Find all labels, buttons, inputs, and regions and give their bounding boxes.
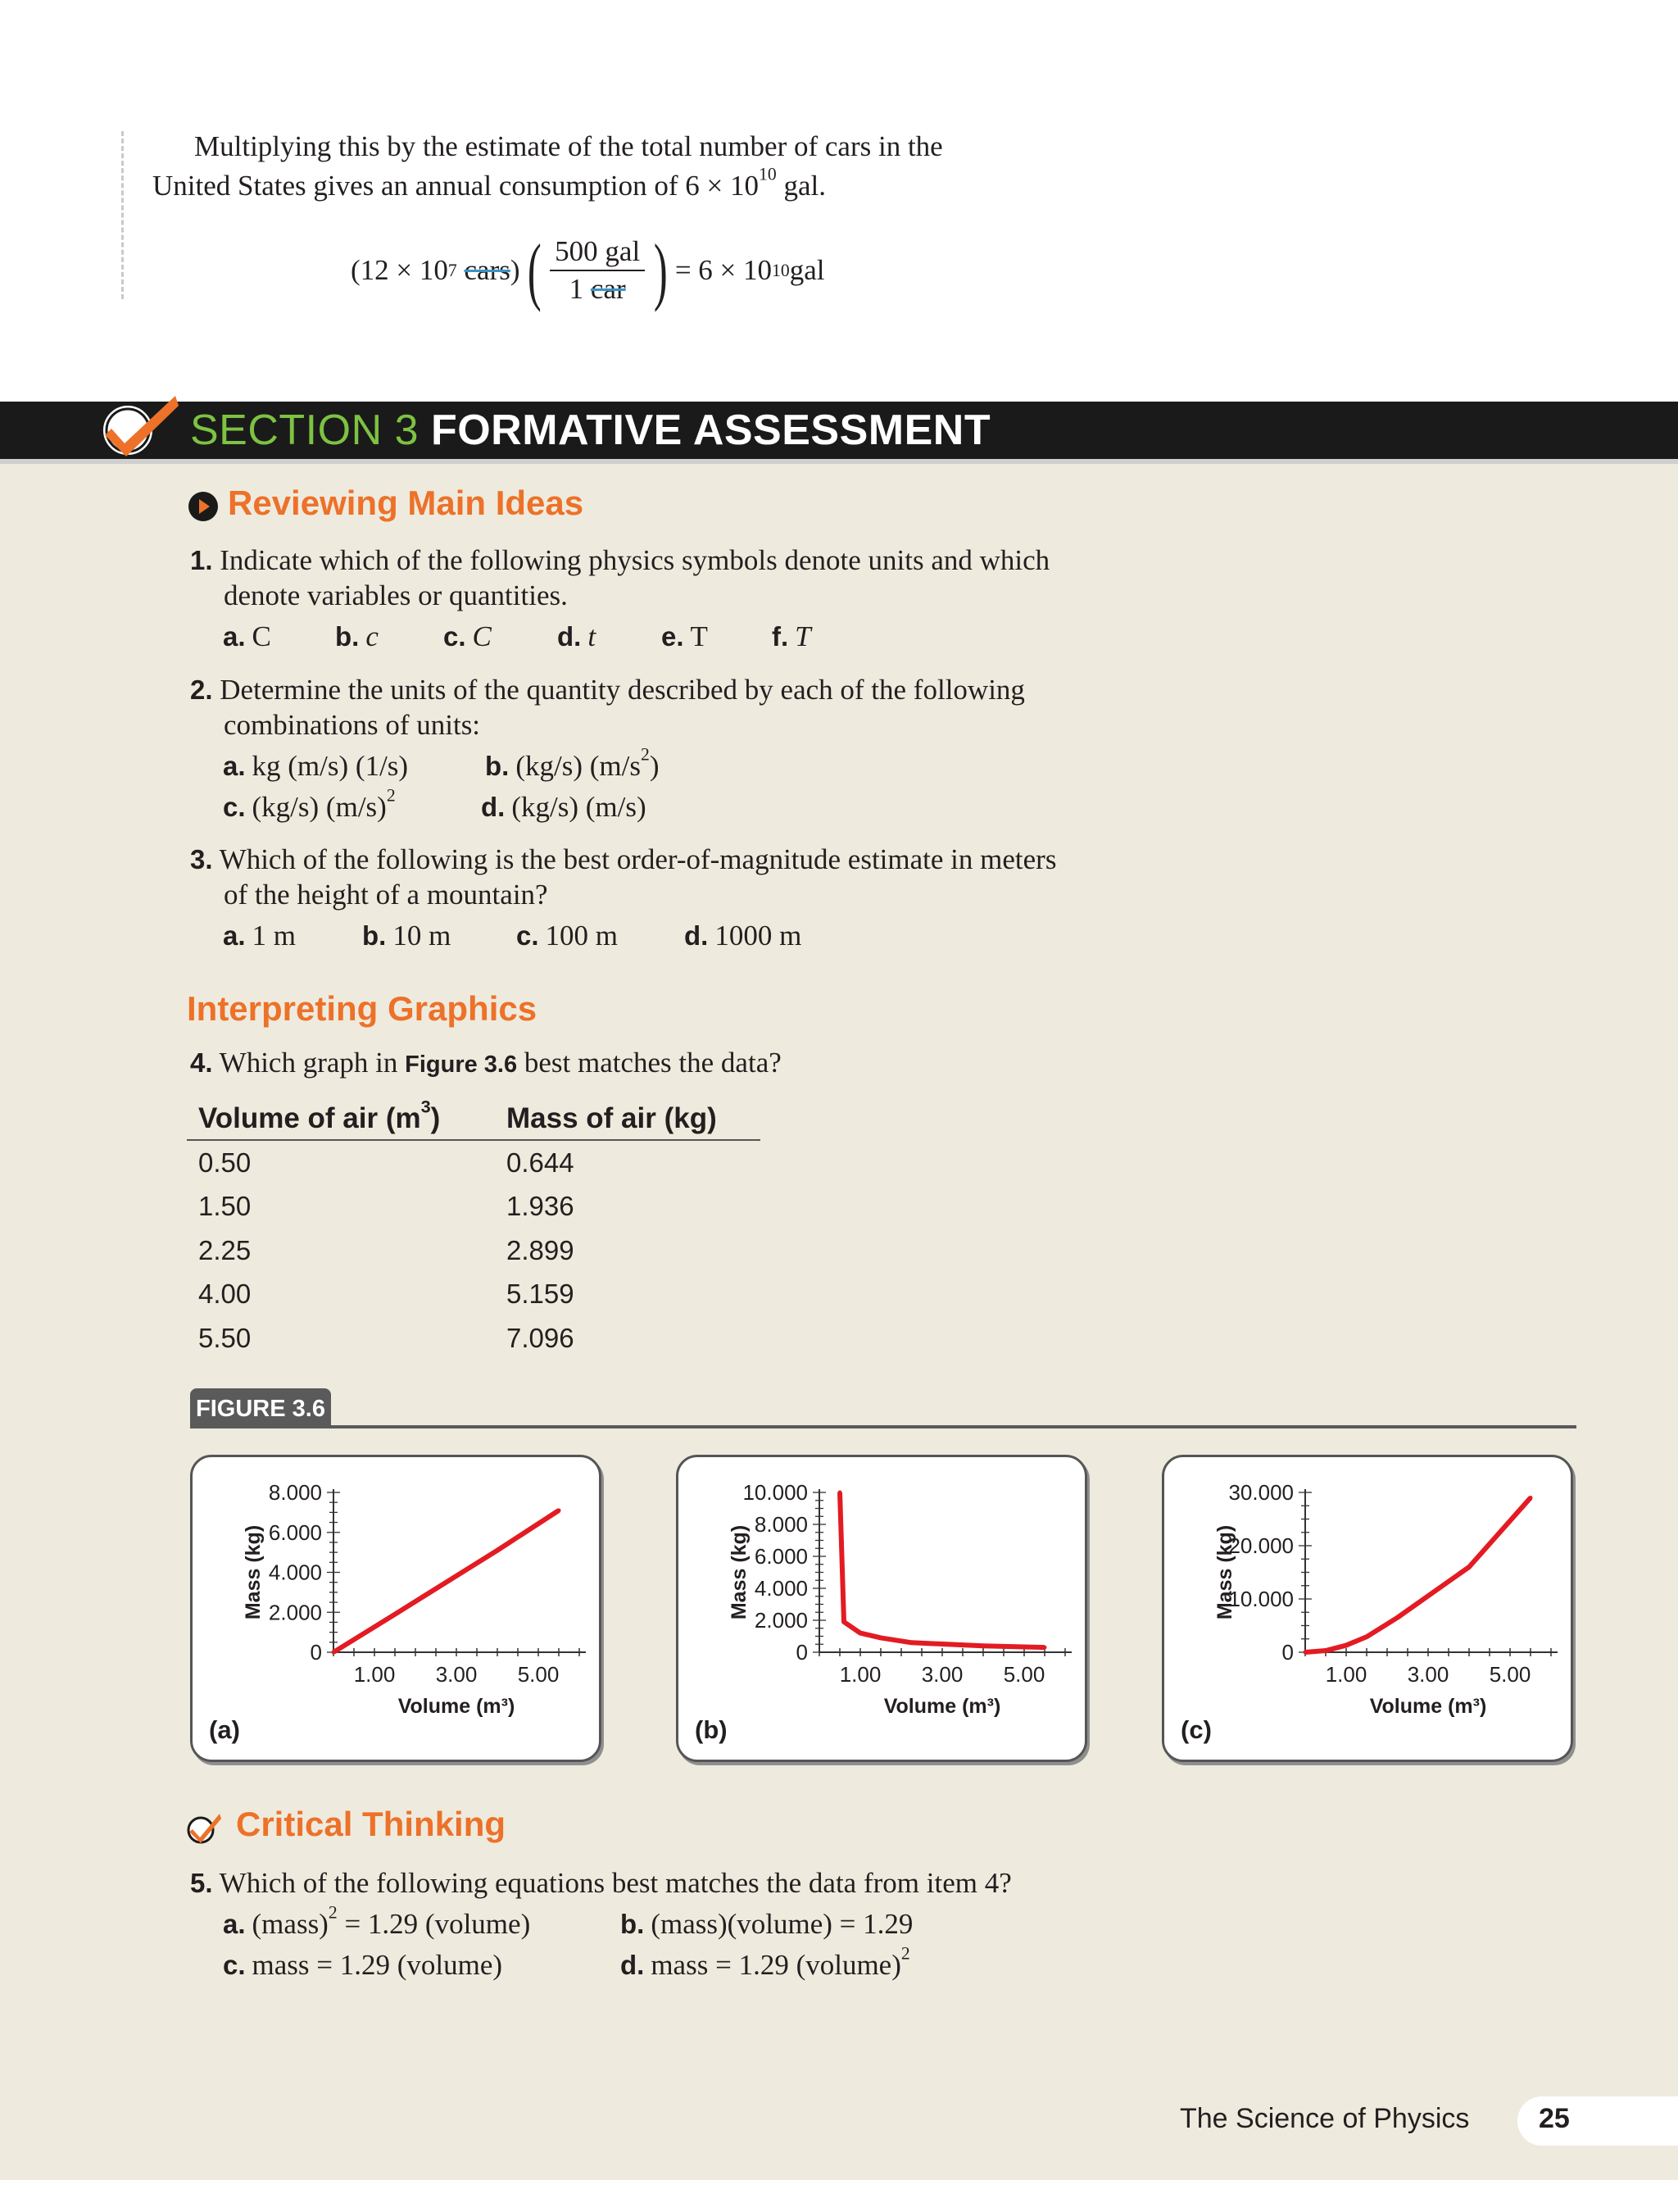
- banner-title: SECTION 3 FORMATIVE ASSESSMENT: [190, 407, 991, 454]
- y-tick-label: 10.000: [742, 1480, 808, 1505]
- cancelled-unit: cars: [464, 254, 510, 286]
- chart-group: [728, 1480, 1072, 1718]
- table-row: 5.50 7.096: [198, 1322, 574, 1353]
- data-series-line: [1305, 1498, 1531, 1653]
- q5-option-b: b. (mass)(volume) = 1.29: [620, 1908, 914, 1940]
- x-tick-label: 1.00: [1325, 1662, 1367, 1687]
- air-data-table: [187, 1098, 760, 1360]
- graph-a-svg: [193, 1457, 599, 1760]
- data-point: [842, 1619, 846, 1624]
- x-tick-label: 3.00: [435, 1662, 478, 1687]
- q5-option-d: d. mass = 1.29 (volume)$^2$: [620, 1943, 910, 1981]
- table-row: 0.50 0.644: [198, 1147, 574, 1178]
- q3-option-c: c. 100 m: [516, 920, 619, 952]
- y-tick-label: 10.000: [1228, 1587, 1294, 1611]
- footer-chapter-title: The Science of Physics: [1180, 2103, 1470, 2134]
- y-tick-label: 8.000: [268, 1480, 322, 1505]
- q5-option-c: c. mass = 1.29 (volume): [223, 1949, 503, 1981]
- play-arrow-icon: [187, 490, 220, 523]
- table-header: [187, 1098, 760, 1141]
- data-point: [1324, 1649, 1328, 1653]
- column-header-volume: Volume of air $(m^3)$: [198, 1096, 441, 1134]
- x-tick-label: 3.00: [921, 1662, 964, 1687]
- y-tick-label: 0: [310, 1640, 322, 1665]
- y-axis-label: Mass (kg): [242, 1524, 265, 1620]
- figure-label: FIGURE 3.6: [190, 1388, 331, 1428]
- question-2-options-row-1: [223, 746, 659, 787]
- chart-group: [1213, 1480, 1558, 1718]
- checkmark-badge-icon: [97, 381, 184, 468]
- y-axis-label: Mass (kg): [728, 1524, 751, 1620]
- q5-option-a: a. (mass)$^2$ = 1.29 (volume): [223, 1902, 531, 1940]
- y-tick-label: 6.000: [268, 1519, 322, 1545]
- y-tick-label: 4.000: [268, 1560, 322, 1585]
- table-row: 1.50 1.936: [198, 1191, 574, 1222]
- graph-c-label: (c): [1181, 1715, 1212, 1744]
- graph-panel-a: [190, 1455, 601, 1762]
- data-point: [838, 1491, 842, 1495]
- q3-option-d: d. 1000 m: [684, 920, 802, 952]
- check-circle-icon: [187, 1809, 223, 1845]
- data-point: [1395, 1615, 1399, 1619]
- question-4: 4. Which graph in Figure 3.6 best matches the data?: [190, 1047, 782, 1079]
- y-tick-label: 4.000: [754, 1576, 808, 1601]
- y-tick-label: 0: [1281, 1640, 1294, 1665]
- data-point: [1467, 1565, 1472, 1569]
- graph-panel-b: [676, 1455, 1087, 1762]
- question-5-options-row-2: [223, 1945, 910, 1986]
- x-axis-label: Volume (m³): [397, 1695, 515, 1718]
- x-tick-label: 1.00: [353, 1662, 396, 1687]
- chart-group: [242, 1480, 586, 1718]
- x-tick-label: 5.00: [1003, 1662, 1045, 1687]
- data-point: [1304, 1651, 1308, 1655]
- heading-reviewing-main-ideas: Reviewing Main Ideas: [228, 484, 584, 522]
- y-axis-label: Mass (kg): [1213, 1524, 1236, 1620]
- data-point: [393, 1612, 397, 1616]
- question-5: 5. Which of the following equations best matches the data from item 4?: [190, 1867, 1012, 1899]
- x-tick-label: 5.00: [517, 1662, 560, 1687]
- graph-panel-c: [1162, 1455, 1573, 1762]
- data-point: [557, 1508, 561, 1512]
- data-point: [1365, 1635, 1369, 1639]
- unit-fraction: $\frac{\text{500 gal}}{\text{1 car}}$: [550, 235, 645, 306]
- y-tick-label: 2.000: [754, 1608, 808, 1633]
- data-point: [1345, 1643, 1349, 1647]
- question-3: 3. Which of the following is the best order-of-magnitude estimate in meters of the height of a mountain?: [190, 843, 1057, 911]
- question-5-options-row-1: [223, 1904, 913, 1945]
- table-row: 2.25 2.899: [198, 1234, 574, 1265]
- data-series-line: [333, 1510, 559, 1652]
- q1-option-d: d. t: [557, 620, 596, 652]
- calculation-equation: (12 × 10 7 cars ) ( $\frac{\text{500 gal}}{\text{1 car}}$ ) = 6 × 10 10 gal: [351, 229, 825, 312]
- data-point: [879, 1636, 883, 1640]
- data-point: [1043, 1646, 1047, 1650]
- x-tick-label: 1.00: [839, 1662, 882, 1687]
- x-axis-label: Volume (m³): [1369, 1695, 1487, 1718]
- data-point: [496, 1548, 500, 1552]
- y-tick-label: 0: [796, 1640, 808, 1665]
- intro-line-2: United States gives an annual consumption of $6 \times 10^{10}$ gal.: [152, 164, 826, 202]
- q1-option-e: e. T: [661, 620, 708, 652]
- graph-c-svg: [1164, 1457, 1571, 1760]
- data-point: [1529, 1496, 1533, 1500]
- question-2-options-row-2: [223, 787, 646, 828]
- figure-rule: [190, 1425, 1576, 1428]
- q2-option-b: b. (kg/s) $(m/s^2)$: [485, 744, 660, 782]
- table-row: 4.00 5.159: [198, 1279, 574, 1310]
- data-point: [982, 1644, 986, 1648]
- graph-b-label: (b): [695, 1715, 728, 1744]
- q1-option-f: f. T: [772, 620, 811, 652]
- margin-dashed-rule: [121, 131, 124, 299]
- column-header-mass: Mass of air (kg): [506, 1102, 717, 1134]
- y-tick-label: 8.000: [754, 1512, 808, 1537]
- q3-option-a: a. 1 m: [223, 920, 297, 952]
- q2-option-a: a. kg (m/s) (1/s): [223, 750, 409, 782]
- question-3-options: [223, 915, 801, 956]
- y-tick-label: 20.000: [1228, 1533, 1294, 1558]
- heading-critical-thinking: Critical Thinking: [236, 1805, 506, 1843]
- question-2: 2. Determine the units of the quantity described by each of the following combinations of units:: [190, 674, 1025, 741]
- heading-interpreting-graphics: Interpreting Graphics: [187, 989, 537, 1028]
- data-point: [909, 1641, 914, 1645]
- q1-option-b: b. c: [335, 620, 379, 652]
- question-1-options: [223, 616, 811, 657]
- x-tick-label: 3.00: [1407, 1662, 1449, 1687]
- data-point: [332, 1651, 336, 1655]
- graph-b-svg: [678, 1457, 1085, 1760]
- x-axis-label: Volume (m³): [883, 1695, 1001, 1718]
- q2-option-c: c. (kg/s) $(m/s)^2$: [223, 785, 396, 823]
- intro-line-1: Multiplying this by the estimate of the total number of cars in the: [194, 130, 943, 162]
- q2-option-d: d. (kg/s) (m/s): [481, 791, 646, 823]
- footer-strip: [0, 2180, 1678, 2212]
- question-1: 1. Indicate which of the following physics symbols denote units and which denote variables or quantities.: [190, 544, 1050, 611]
- q3-option-b: b. 10 m: [362, 920, 451, 952]
- q1-option-c: c. C: [443, 620, 492, 652]
- graph-a-label: (a): [209, 1715, 240, 1744]
- y-tick-label: 30.000: [1228, 1480, 1294, 1505]
- page-number: 25: [1539, 2103, 1570, 2134]
- x-tick-label: 5.00: [1489, 1662, 1531, 1687]
- q1-option-a: a. C: [223, 620, 271, 652]
- y-tick-label: 2.000: [268, 1600, 322, 1625]
- y-tick-label: 6.000: [754, 1544, 808, 1569]
- data-point: [859, 1631, 863, 1635]
- data-series-line: [840, 1492, 1045, 1647]
